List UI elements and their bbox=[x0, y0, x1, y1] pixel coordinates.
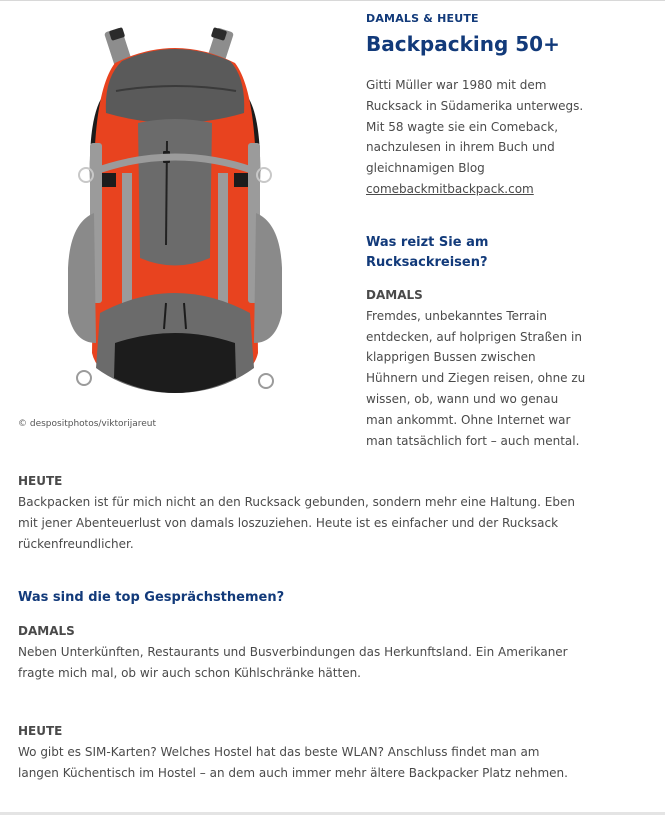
article-intro-column bbox=[366, 11, 586, 451]
backpack-icon bbox=[60, 23, 290, 395]
q1-damals-text: Fremdes, unbekanntes Terrain entdecken, auf holprigen Straßen in klapprigen Bussen zwischen Hühnern und Ziegen reisen, ohne zu wissen, ob, wann und wo genau man ankommt. Ohne Internet war man tatsächlich fort – auch mental. bbox=[366, 308, 586, 448]
question-1: Was reizt Sie am Rucksackreisen? bbox=[366, 234, 489, 270]
backpack-illustration bbox=[60, 23, 290, 395]
blog-link[interactable]: comebackmitbackpack.com bbox=[366, 181, 534, 196]
q1-heute-block bbox=[18, 471, 578, 554]
q2-heute-text: Wo gibt es SIM-Karten? Welches Hostel hat das beste WLAN? Anschluss findet man am langen Küchentisch im Hostel – an dem auch immer mehr ältere Backpacker Platz nehmen. bbox=[18, 745, 568, 780]
q2-damals-label: DAMALS bbox=[18, 624, 75, 638]
image-credit: © despositphotos/viktorijareut bbox=[18, 419, 156, 429]
article-intro bbox=[366, 75, 586, 200]
question-2: Was sind die top Gesprächsthemen? bbox=[18, 590, 285, 605]
q1-heute-label: HEUTE bbox=[18, 474, 63, 488]
q2-block bbox=[18, 588, 578, 684]
q1-heute-text: Backpacken ist für mich nicht an den Rucksack gebunden, sondern mehr eine Haltung. Eben mit jener Abenteuerlust von damals loszuziehen. Heute ist es einfacher und der Rucksack rückenfreundlicher. bbox=[18, 495, 575, 551]
article-kicker: DAMALS & HEUTE bbox=[366, 12, 479, 25]
q2-heute-label: HEUTE bbox=[18, 724, 63, 738]
intro-text: Gitti Müller war 1980 mit dem Rucksack in Südamerika unterwegs. Mit 58 wagte sie ein Comeback, nachzulesen in ihrem Buch und gleichnamigen Blog bbox=[366, 78, 584, 176]
q2-damals-text: Neben Unterkünften, Restaurants und Busverbindungen das Herkunftsland. Ein Amerikaner fragte mich mal, ob wir auch schon Kühlschränke hätten. bbox=[18, 645, 568, 680]
q2-heute-block bbox=[18, 721, 578, 784]
article-title: Backpacking 50+ bbox=[366, 32, 560, 56]
q1-damals-label: DAMALS bbox=[366, 287, 423, 302]
